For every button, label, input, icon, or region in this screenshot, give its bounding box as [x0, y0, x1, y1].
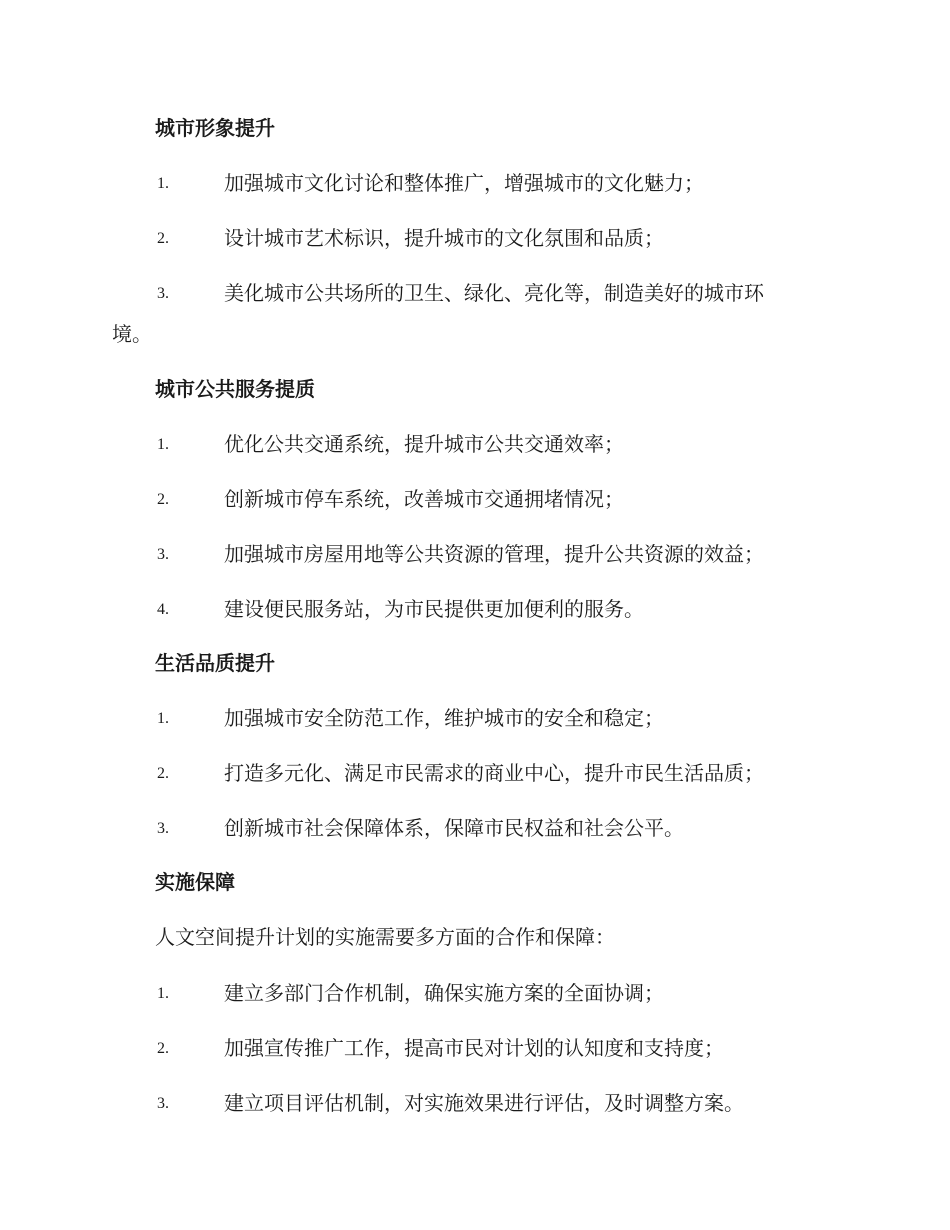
list-text: 创新城市社会保障体系，保障市民权益和社会公平。	[224, 816, 684, 840]
list-number: 1.	[157, 436, 169, 453]
intro-paragraph: 人文空间提升计划的实施需要多方面的合作和保障：	[155, 925, 615, 949]
list-text: 建立多部门合作机制，确保实施方案的全面协调；	[224, 981, 664, 1005]
list-number: 4.	[157, 601, 169, 618]
list-item	[0, 279, 950, 307]
list-item	[0, 979, 950, 1007]
list-number: 1.	[157, 710, 169, 727]
section-heading: 城市公共服务提质	[155, 377, 315, 401]
list-number: 1.	[157, 175, 169, 192]
list-text: 设计城市艺术标识，提升城市的文化氛围和品质；	[224, 226, 664, 250]
list-number: 1.	[157, 985, 169, 1002]
section-heading: 实施保障	[155, 870, 235, 894]
list-number: 3.	[157, 546, 169, 563]
list-text: 创新城市停车系统，改善城市交通拥堵情况；	[224, 487, 624, 511]
list-item	[0, 595, 950, 623]
list-text: 美化城市公共场所的卫生、绿化、亮化等，制造美好的城市环	[224, 281, 764, 305]
list-number: 3.	[157, 285, 169, 302]
list-item	[0, 759, 950, 787]
list-number: 2.	[157, 765, 169, 782]
section-heading: 城市形象提升	[155, 116, 275, 140]
list-item	[0, 430, 950, 458]
list-item	[0, 540, 950, 568]
list-text-continuation: 境。	[112, 322, 152, 346]
section-heading: 生活品质提升	[155, 651, 275, 675]
list-item	[0, 224, 950, 252]
list-number: 3.	[157, 1095, 169, 1112]
list-text: 建立项目评估机制，对实施效果进行评估，及时调整方案。	[224, 1091, 744, 1115]
list-text: 加强宣传推广工作，提高市民对计划的认知度和支持度；	[224, 1036, 724, 1060]
list-item	[0, 1034, 950, 1062]
list-text: 建设便民服务站，为市民提供更加便利的服务。	[224, 597, 644, 621]
list-text: 加强城市文化讨论和整体推广，增强城市的文化魅力；	[224, 171, 704, 195]
list-number: 2.	[157, 1040, 169, 1057]
list-item	[0, 1089, 950, 1117]
list-item	[0, 704, 950, 732]
list-item	[0, 169, 950, 197]
list-text: 优化公共交通系统，提升城市公共交通效率；	[224, 432, 624, 456]
list-number: 3.	[157, 820, 169, 837]
list-item	[0, 814, 950, 842]
list-number: 2.	[157, 491, 169, 508]
list-item	[0, 485, 950, 513]
list-text: 打造多元化、满足市民需求的商业中心，提升市民生活品质；	[224, 761, 764, 785]
list-text: 加强城市安全防范工作，维护城市的安全和稳定；	[224, 706, 664, 730]
list-number: 2.	[157, 230, 169, 247]
list-text: 加强城市房屋用地等公共资源的管理，提升公共资源的效益；	[224, 542, 764, 566]
